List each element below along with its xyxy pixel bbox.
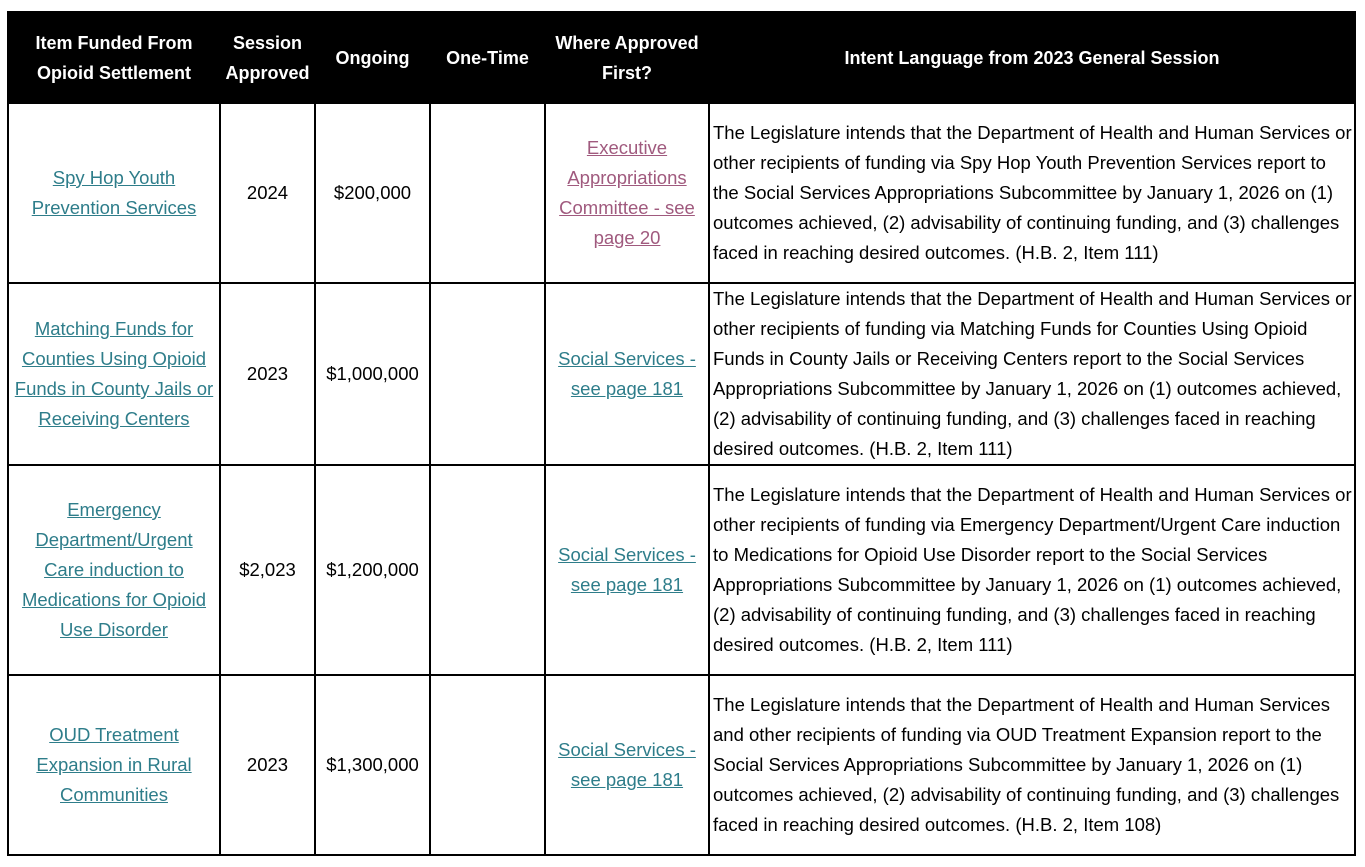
session-cell: $2,023	[220, 465, 315, 675]
item-cell	[8, 465, 220, 675]
header-intent-language: Intent Language from 2023 General Session	[709, 12, 1355, 103]
header-ongoing: Ongoing	[315, 12, 430, 103]
item-cell	[8, 283, 220, 465]
ongoing-cell: $1,200,000	[315, 465, 430, 675]
item-link[interactable]: OUD Treatment Expansion in Rural Communities	[36, 724, 192, 805]
table-row	[8, 283, 1355, 465]
session-cell: 2024	[220, 103, 315, 283]
intent-cell: The Legislature intends that the Department of Health and Human Services and other recipients of funding via OUD Treatment Expansion report to the Social Services Appropriations Subcommittee by January 1, 2026 on (1) outcomes achieved, (2) advisability of continuing funding, and (3) challenges faced in reaching desired outcomes. (H.B. 2, Item 108)	[709, 675, 1355, 855]
header-one-time: One-Time	[430, 12, 545, 103]
one-time-cell	[430, 465, 545, 675]
where-cell	[545, 283, 709, 465]
item-link[interactable]: Emergency Department/Urgent Care induction to Medications for Opioid Use Disorder	[21, 499, 207, 640]
item-cell	[8, 103, 220, 283]
where-approved-link[interactable]: Executive Appropriations Committee - see page 20	[559, 137, 695, 248]
intent-cell: The Legislature intends that the Department of Health and Human Services or other recipients of funding via Emergency Department/Urgent Care induction to Medications for Opioid Use Disorder report to the Social Services Appropriations Subcommittee by January 1, 2026 on (1) outcomes achieved, (2) advisability of continuing funding, and (3) challenges faced in reaching desired outcomes. (H.B. 2, Item 111)	[709, 465, 1355, 675]
header-session-approved: Session Approved	[220, 12, 315, 103]
item-link[interactable]: Matching Funds for Counties Using Opioid Funds in County Jails or Receiving Centers	[14, 318, 214, 429]
intent-cell: The Legislature intends that the Department of Health and Human Services or other recipients of funding via Spy Hop Youth Prevention Services report to the Social Services Appropriations Subcommittee by January 1, 2026 on (1) outcomes achieved, (2) advisability of continuing funding, and (3) challenges faced in reaching desired outcomes. (H.B. 2, Item 111)	[709, 103, 1355, 283]
header-where-approved: Where Approved First?	[545, 12, 709, 103]
header-row	[8, 12, 1355, 103]
ongoing-cell: $200,000	[315, 103, 430, 283]
table-row	[8, 675, 1355, 855]
table-row	[8, 465, 1355, 675]
item-cell	[8, 675, 220, 855]
session-cell: 2023	[220, 675, 315, 855]
header-item-funded: Item Funded From Opioid Settlement	[8, 12, 220, 103]
where-cell	[545, 103, 709, 283]
item-link[interactable]: Spy Hop Youth Prevention Services	[31, 167, 197, 218]
intent-cell: The Legislature intends that the Department of Health and Human Services or other recipients of funding via Matching Funds for Counties Using Opioid Funds in County Jails or Receiving Centers report to the Social Services Appropriations Subcommittee by January 1, 2026 on (1) outcomes achieved, (2) advisability of continuing funding, and (3) challenges faced in reaching desired outcomes. (H.B. 2, Item 111)	[709, 283, 1355, 465]
where-cell	[545, 465, 709, 675]
table-row	[8, 103, 1355, 283]
one-time-cell	[430, 103, 545, 283]
ongoing-cell: $1,000,000	[315, 283, 430, 465]
where-approved-link[interactable]: Social Services - see page 181	[558, 544, 696, 595]
opioid-settlement-funding-table	[7, 11, 1356, 856]
session-cell: 2023	[220, 283, 315, 465]
one-time-cell	[430, 675, 545, 855]
where-cell	[545, 675, 709, 855]
one-time-cell	[430, 283, 545, 465]
ongoing-cell: $1,300,000	[315, 675, 430, 855]
where-approved-link[interactable]: Social Services - see page 181	[558, 739, 696, 790]
where-approved-link[interactable]: Social Services - see page 181	[558, 348, 696, 399]
